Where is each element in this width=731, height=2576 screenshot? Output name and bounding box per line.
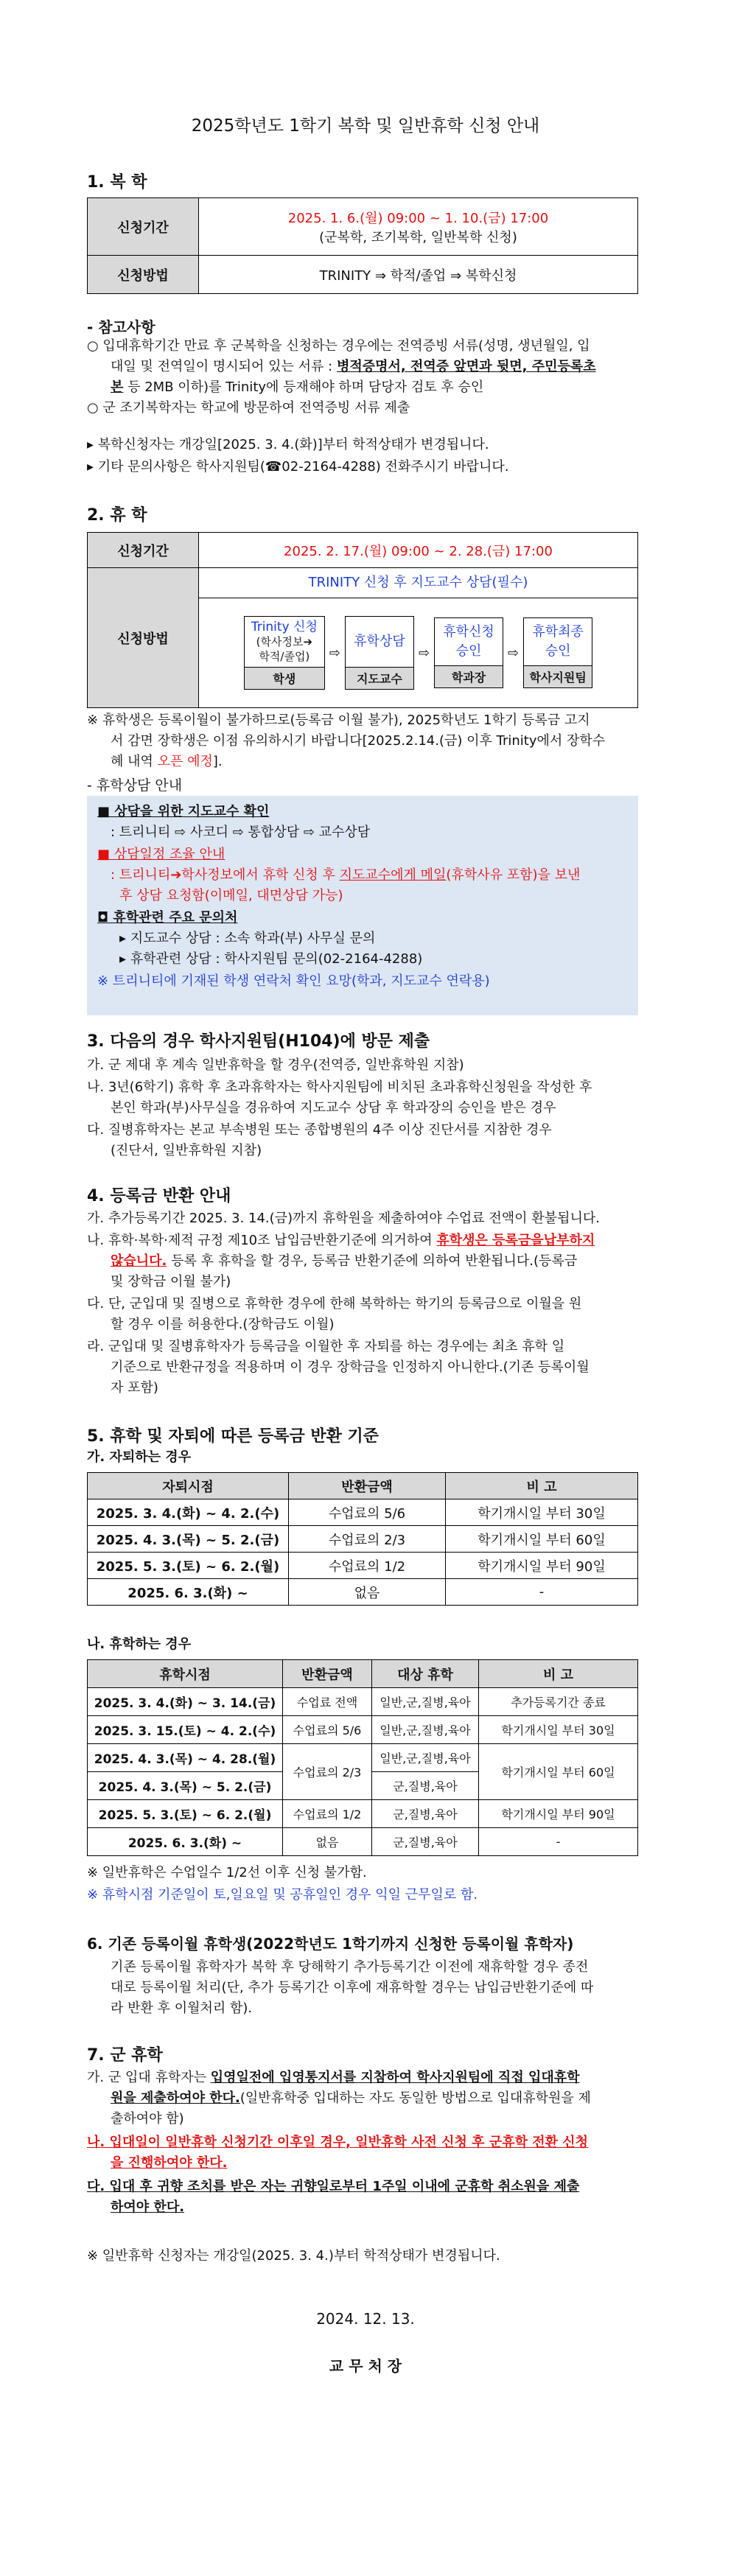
- leave-method-cell: [199, 568, 638, 708]
- th-leave-time: 휴학시점: [88, 1660, 283, 1688]
- sec7-a3: 출하여야 함): [111, 2111, 184, 2127]
- sec6-l2: 대로 등록이월 처리(단, 추가 등록기간 이후에 재휴학할 경우는 납입금반환기준에 따: [111, 1980, 594, 1995]
- sec6-l1: 기존 등록이월 휴학자가 복학 후 당해학기 추가등록기간 이전에 재휴학할 경우 종전: [111, 1959, 589, 1975]
- flow-arrow: ⇨: [418, 645, 430, 661]
- ref-line-1: ○ 입대휴학기간 만료 후 군복학을 신청하는 경우에는 전역증빙 서류(성명, 생년월일, 입: [87, 338, 590, 354]
- counsel-c1: ◘ 휴학관련 주요 문의처: [97, 910, 238, 925]
- sec5-note-1: ※ 일반휴학은 수업일수 1/2선 이후 신청 불가함.: [87, 1865, 367, 1880]
- sec4-d1: 라. 군입대 및 질병휴학자가 등록금을 이월한 후 자퇴를 하는 경우에는 최초 휴학 일: [87, 1339, 565, 1354]
- leave-period-date: 2025. 2. 17.(월) 09:00 ~ 2. 28.(금) 17:00: [199, 533, 638, 568]
- th-refund-amount: 반환금액: [289, 1473, 446, 1499]
- counsel-a2: : 트리니티 ⇨ 사코디 ⇨ 통합상담 ⇨ 교수상담: [111, 825, 371, 840]
- table-row: 2025. 4. 3.(목) ~ 5. 2.(금) 수업료의 2/3 학기개시일 부터 60일: [88, 1526, 638, 1553]
- counsel-b1: ■ 상담일정 조율 안내: [97, 847, 225, 862]
- leave-note-2: 서 감면 장학생은 이점 유의하시기 바랍니다[2025.2.14.(금) 이후 Trinity에서 장학수: [111, 733, 606, 749]
- leave-refund-table: [87, 1659, 638, 1856]
- sec3-a: 가. 군 제대 후 계속 일반휴학을 할 경우(전역증, 일반휴학원 지참): [87, 1057, 464, 1073]
- table-row: 2025. 6. 3.(화) ~ 없음 군,질병,육아 -: [88, 1828, 638, 1856]
- table-row: 2025. 5. 3.(토) ~ 6. 2.(월) 수업료의 1/2 학기개시일 부터 90일: [88, 1553, 638, 1579]
- withdraw-subheading: 가. 자퇴하는 경우: [87, 1449, 192, 1465]
- sec6-l3: 라 반환 후 이월처리 함).: [111, 2001, 253, 2016]
- flow-arrow: ⇨: [329, 645, 340, 661]
- table-row: 2025. 4. 3.(목) ~ 5. 2.(금) 군,질병,육아: [88, 1772, 638, 1800]
- sec4-b2: 않습니다. 등록 후 휴학을 할 경우, 등록금 반환기준에 의하여 반환됩니다.(등록금: [111, 1253, 578, 1269]
- document-date: 2024. 12. 13.: [316, 2310, 415, 2328]
- table-row: 2025. 4. 3.(목) ~ 4. 28.(월) 수업료의 2/3 일반,군,질병,육아 학기개시일 부터 60일: [88, 1744, 638, 1772]
- th-refund-amount: 반환금액: [283, 1660, 372, 1688]
- sec4-c1: 다. 단, 군입대 및 질병으로 휴학한 경우에 한해 복학하는 학기의 등록금으로 이월을 원: [87, 1296, 582, 1312]
- counsel-c4: ※ 트리니티에 기재된 학생 연락처 확인 요망(학과, 지도교수 연락용): [97, 973, 490, 989]
- flow-heading: TRINITY 신청 후 지도교수 상담(필수): [199, 568, 637, 598]
- th-remark: 비 고: [479, 1660, 638, 1688]
- section-4-heading: 4. 등록금 반환 안내: [87, 1187, 231, 1205]
- section-5-heading: 5. 휴학 및 자퇴에 따른 등록금 반환 기준: [87, 1427, 380, 1446]
- sec7-c2: 하여야 한다.: [111, 2199, 185, 2215]
- sec4-d2: 기준으로 반환규정을 적용하며 이 경우 장학금을 인정하지 아니한다.(기존 등록이월: [111, 1359, 590, 1375]
- leave-method-label: 신청방법: [88, 568, 199, 708]
- return-table: [87, 197, 638, 294]
- ref-line-4: ○ 군 조기복학자는 학교에 방문하여 전역증빙 서류 제출: [87, 400, 410, 416]
- counsel-b3: 후 상담 요청함(이메일, 대면상담 가능): [119, 888, 343, 903]
- reference-heading: - 참고사항: [87, 318, 155, 336]
- sec4-d3: 자 포함): [111, 1380, 158, 1396]
- sec7-a2: 원을 제출하여야 한다.(일반휴학중 입대하는 자도 동일한 방법으로 입대휴학원을 제: [111, 2090, 591, 2106]
- sec7-b1: 나. 입대일이 일반휴학 신청기간 이후일 경우, 일반휴학 사전 신청 후 군휴학 전환 신청: [87, 2135, 589, 2150]
- leave-period-label: 신청기간: [88, 533, 199, 568]
- th-withdraw-time: 자퇴시점: [88, 1473, 289, 1499]
- ref-line-2: 대일 및 전역일이 명시되어 있는 서류 : 병적증명서, 전역증 앞면과 뒷면, 주민등록초: [111, 359, 596, 374]
- sec4-b3: 및 장학금 이월 불가): [111, 1274, 231, 1289]
- table-row: 2025. 3. 15.(토) ~ 4. 2.(수) 수업료의 5/6 일반,군,질병,육아 학기개시일 부터 30일: [88, 1716, 638, 1744]
- sec7-c1: 다. 입대 후 귀향 조치를 받은 자는 귀향일로부터 1주일 이내에 군휴학 취소원을 제출: [87, 2179, 580, 2194]
- counsel-heading: - 휴학상담 안내: [87, 777, 183, 794]
- sec3-c2: (진단서, 일반휴학원 지참): [111, 1143, 262, 1158]
- leave-subheading: 나. 휴학하는 경우: [87, 1637, 192, 1652]
- apply-method-value: TRINITY ⇒ 학적/졸업 ⇒ 복학신청: [199, 256, 638, 294]
- flow-step-final-approve: 휴학최종 승인 학사지원팀: [523, 617, 592, 688]
- sec4-b1: 나. 휴학·복학·제적 규정 제10조 납입금반환기준에 의거하여 휴학생은 등록금을납부하지: [87, 1233, 595, 1248]
- th-remark: 비 고: [446, 1473, 638, 1499]
- sec3-b2: 본인 학과(부)사무실을 경유하여 지도교수 상담 후 학과장의 승인을 받은 경우: [111, 1100, 556, 1116]
- section-7-heading: 7. 군 휴학: [87, 2046, 163, 2065]
- apply-period-date: 2025. 1. 6.(월) 09:00 ~ 1. 10.(금) 17:00: [287, 210, 549, 226]
- apply-period-cell: [199, 198, 638, 256]
- table-row: 2025. 3. 4.(화) ~ 3. 14.(금) 수업료 전액 일반,군,질병,육아 추가등록기간 종료: [88, 1688, 638, 1716]
- flow-arrow: ⇨: [508, 645, 520, 661]
- th-leave-type: 대상 휴학: [372, 1660, 479, 1688]
- section-6-heading: 6. 기존 등록이월 휴학생(2022학년도 1학기까지 신청한 등록이월 휴학자): [87, 1935, 574, 1953]
- ref-line-5: ▸ 복학신청자는 개강일[2025. 3. 4.(화)]부터 학적상태가 변경됩니다.: [87, 437, 489, 452]
- sec4-a: 가. 추가등록기간 2025. 3. 14.(금)까지 휴학원을 제출하여야 수업료 전액이 환불됩니다.: [87, 1211, 600, 1226]
- flow-step-counsel: 휴학상담 지도교수: [345, 616, 414, 690]
- counsel-c3: ▸ 휴학관련 상담 : 학사지원팀 문의(02-2164-4288): [119, 951, 423, 967]
- apply-period-sub: (군복학, 조기복학, 일반복학 신청): [319, 229, 517, 245]
- withdraw-refund-table: [87, 1472, 638, 1606]
- sec4-c2: 할 경우 이를 허용한다.(장학금도 이월): [111, 1317, 335, 1332]
- ref-line-3: 본 등 2MB 이하)를 Trinity에 등재해야 하며 담당자 검토 후 승인: [111, 379, 484, 395]
- footer-note: ※ 일반휴학 신청자는 개강일(2025. 3. 4.)부터 학적상태가 변경됩니다.: [87, 2248, 500, 2264]
- leave-table: [87, 532, 638, 708]
- section-1-heading: 1. 복 학: [87, 173, 147, 192]
- issuer-office: 교 무 처 장: [329, 2357, 402, 2375]
- sec7-a1: 가. 군 입대 휴학자는 입영일전에 입영통지서를 지참하여 학사지원팀에 직접 입대휴학: [87, 2070, 580, 2085]
- table-row: 2025. 6. 3.(화) ~ 없음 -: [88, 1579, 638, 1606]
- flow-steps: [199, 598, 637, 707]
- flow-step-dept-approve: 휴학신청 승인 학과장: [434, 617, 503, 688]
- document-title: 2025학년도 1학기 복학 및 일반휴학 신청 안내: [191, 116, 540, 136]
- table-row: 2025. 5. 3.(토) ~ 6. 2.(월) 수업료의 1/2 군,질병,육아 학기개시일 부터 90일: [88, 1800, 638, 1828]
- sec3-b1: 나. 3년(6학기) 휴학 후 초과휴학자는 학사지원팀에 비치된 초과휴학신청원을 작성한 후: [87, 1079, 592, 1095]
- flow-step-trinity: Trinity 신청 (학사정보➔ 학적/졸업) 학생: [244, 616, 325, 690]
- leave-note-1: ※ 휴학생은 등록이월이 불가하므로(등록금 이월 불가), 2025학년도 1학기 등록금 고지: [87, 713, 590, 728]
- section-3-heading: 3. 다음의 경우 학사지원팀(H104)에 방문 제출: [87, 1032, 430, 1051]
- apply-period-label: 신청기간: [88, 198, 199, 256]
- sec3-c1: 다. 질병휴학자는 본교 부속병원 또는 종합병원의 4주 이상 진단서를 지참한 경우: [87, 1122, 552, 1138]
- counsel-a1: ■ 상담을 위한 지도교수 확인: [97, 804, 270, 819]
- sec7-b2: 을 진행하여야 한다.: [111, 2155, 228, 2171]
- ref-line-6: ▸ 기타 문의사항은 학사지원팀(☎02-2164-4288) 전화주시기 바랍니다.: [87, 459, 509, 475]
- sec5-note-2: ※ 휴학시점 기준일이 토,일요일 및 공휴일인 경우 익일 근무일로 함.: [87, 1887, 478, 1903]
- counsel-b2: : 트리니티➔학사정보에서 휴학 신청 후 지도교수에게 메일(휴학사유 포함)을 보낸: [111, 867, 581, 883]
- section-2-heading: 2. 휴 학: [87, 506, 147, 525]
- table-row: 2025. 3. 4.(화) ~ 4. 2.(수) 수업료의 5/6 학기개시일 부터 30일: [88, 1499, 638, 1526]
- apply-method-label: 신청방법: [88, 256, 199, 294]
- leave-note-3: 혜 내역 오픈 예정].: [111, 754, 223, 769]
- counsel-c2: ▸ 지도교수 상담 : 소속 학과(부) 사무실 문의: [119, 931, 376, 946]
